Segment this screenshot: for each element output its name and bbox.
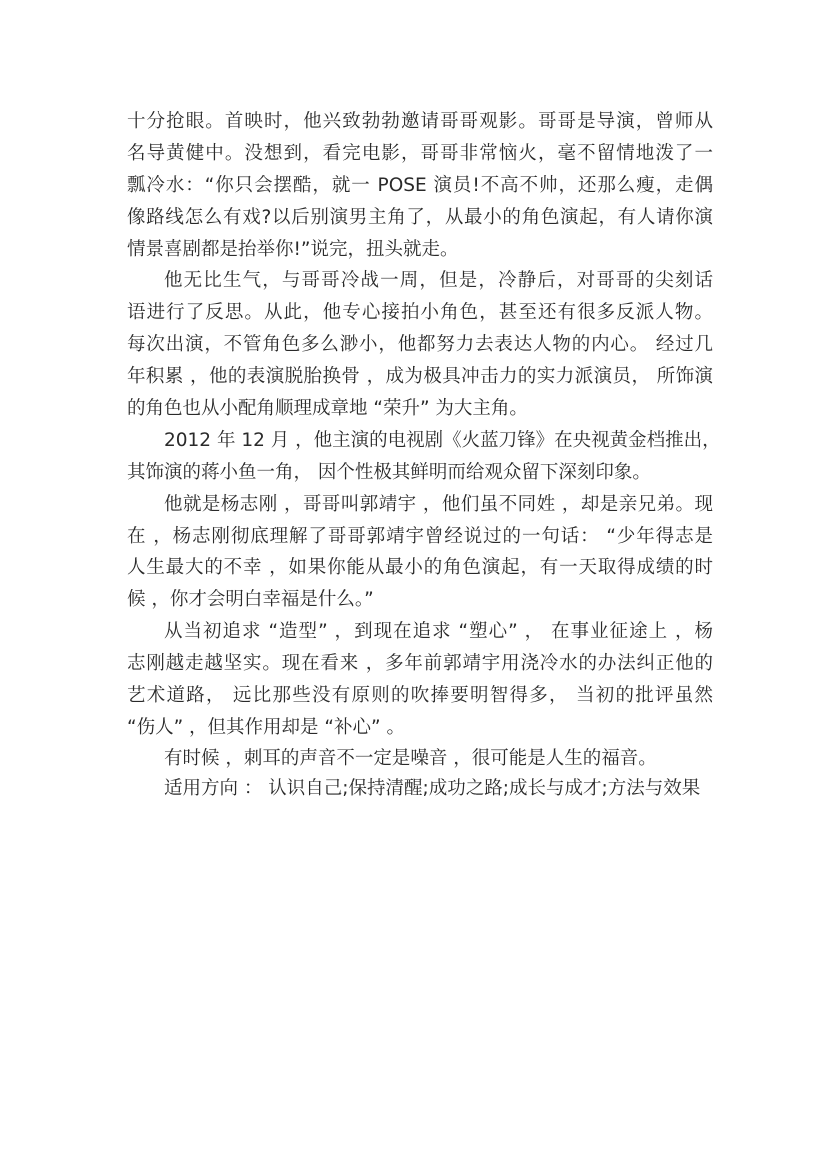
text-line: 在 ，杨志刚彻底理解了哥哥郭靖宇曾经说过的一句话： “少年得志是 [127,525,713,547]
text-line: 他就是杨志刚 ，哥哥叫郭靖宇 ，他们虽不同姓 ，却是亲兄弟。现 [164,493,713,515]
text-line: 每次出演，不管角色多么渺小，他都努力去表达人物的内心。 经过几 [127,334,713,356]
text-line: 艺术道路， 远比那些没有原则的吹捧要明智得多， 当初的批评虽然 [127,685,713,707]
text-line: 2012 年 12 月 ，他主演的电视剧《火蓝刀锋》在央视黄金档推出， [164,429,721,451]
text-line: 名导黄健中。没想到，看完电影，哥哥非常恼火，毫不留情地泼了一 [127,142,713,164]
text-line: 他无比生气，与哥哥冷战一周，但是，冷静后，对哥哥的尖刻话 [164,270,713,292]
text-line: 语进行了反思。从此，他专心接拍小角色，甚至还有很多反派人物。 [127,302,713,324]
text-line: 志刚越走越坚实。现在看来 ，多年前郭靖宇用浇冷水的办法纠正他的 [127,653,713,675]
text-line: 像路线怎么有戏?以后别演男主角了，从最小的角色演起，有人请你演 [127,206,713,228]
text-line: 适用方向 ： 认识自己;保持清醒;成功之路;成长与成才;方法与效果 [164,777,701,799]
text-line: 有时候 ，刺耳的声音不一定是噪音 ，很可能是人生的福音。 [164,747,657,769]
text-line: 瓢冷水：“你只会摆酷，就一 POSE 演员!不高不帅，还那么瘦，走偶 [127,174,713,196]
text-line: 十分抢眼。首映时，他兴致勃勃邀请哥哥观影。哥哥是导演，曾师从 [127,111,713,132]
text-line: 其饰演的蒋小鱼一角， 因个性极其鲜明而给观众留下深刻印象。 [127,461,651,483]
text-line: 从当初追求 “造型” ，到现在追求 “塑心” ， 在事业征途上 ，杨 [164,621,713,643]
text-line: “伤人” ，但其作用却是 “补心” 。 [127,716,405,738]
text-line: 人生最大的不幸 ，如果你能从最小的角色演起，有一天取得成绩的时 [127,557,713,579]
text-line: 情景喜剧都是抬举你!”说完，扭头就走。 [127,238,459,260]
text-line: 的角色也从小配角顺理成章地 “荣升” 为大主角。 [127,398,528,420]
text-line: 候 ，你才会明白幸福是什么。” [127,589,374,611]
document-body [127,106,721,804]
text-line: 年积累 ，他的表演脱胎换骨 ，成为极具冲击力的实力派演员， 所饰演 [127,366,713,388]
